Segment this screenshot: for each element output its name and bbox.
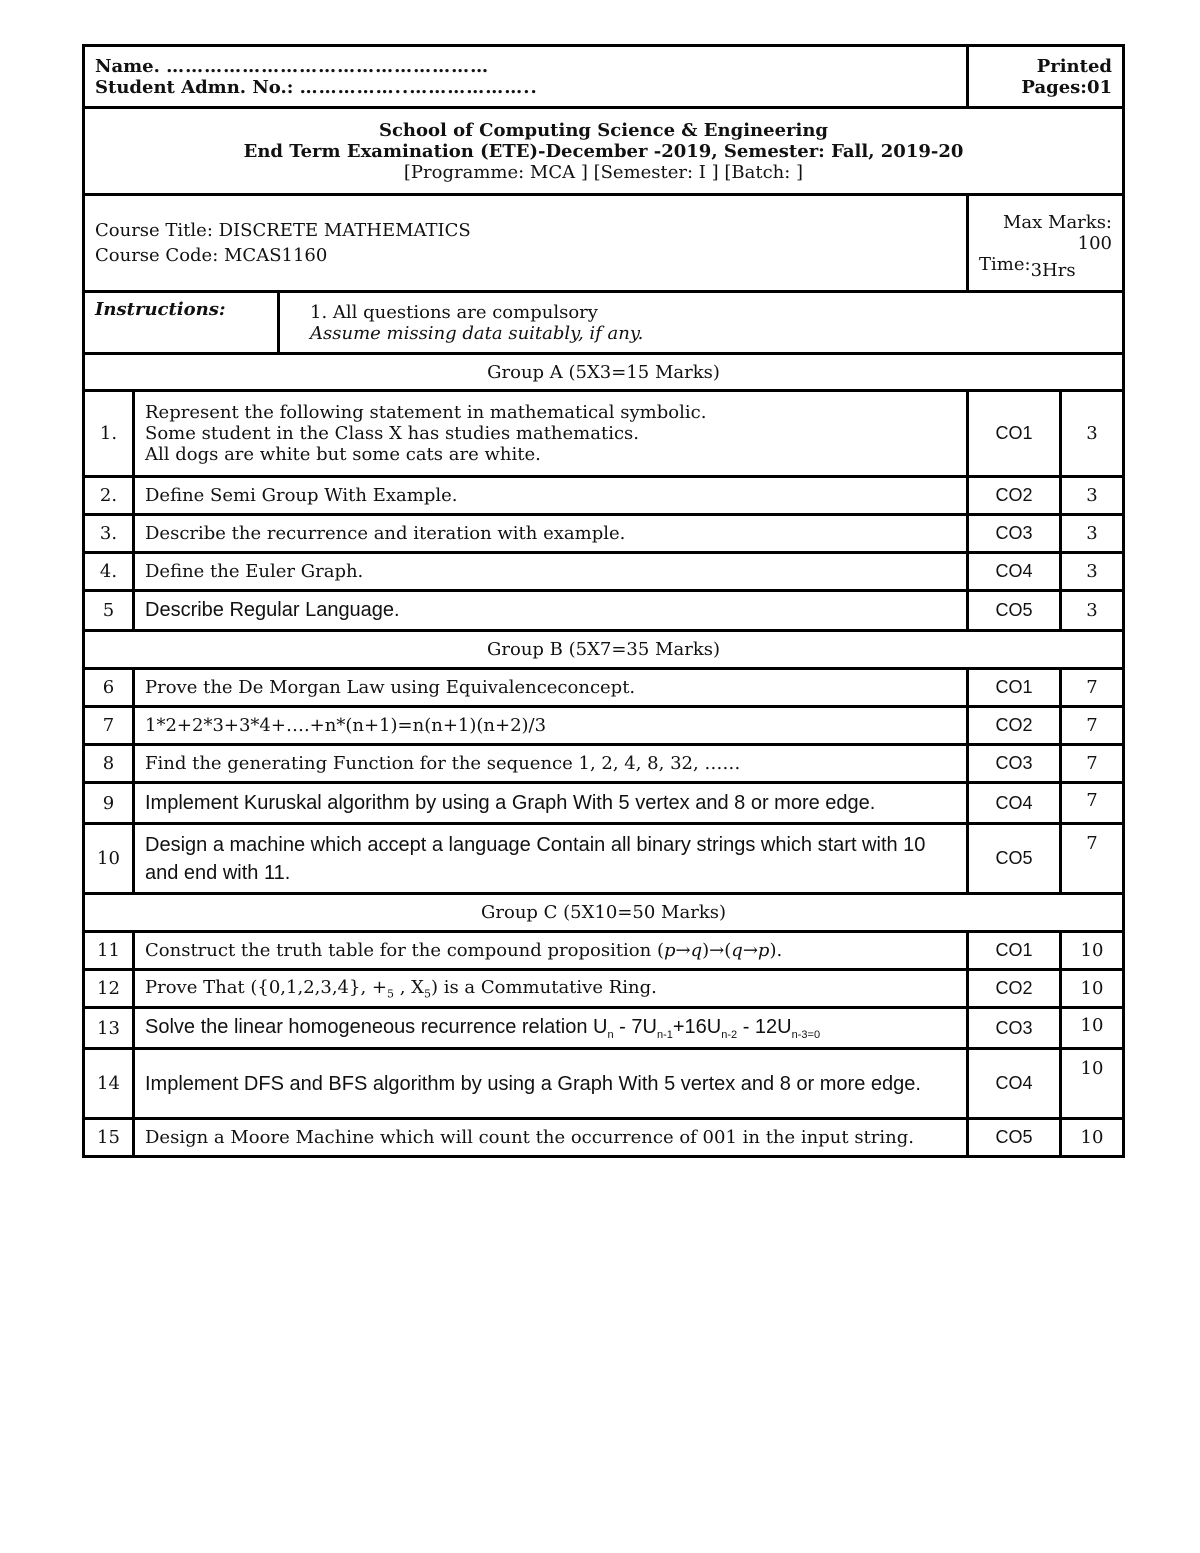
instructions-content xyxy=(279,292,1124,354)
max-marks-value: 100 xyxy=(1077,232,1112,254)
name-dots: …………………………………………… xyxy=(166,55,490,77)
group-b-header: Group B (5X7=35 Marks) xyxy=(84,631,1124,669)
exam-title: End Term Examination (ETE)-December -2019, Semester: Fall, 2019-20 xyxy=(243,140,964,162)
instruction-line-1: 1. All questions are compulsory xyxy=(310,301,598,323)
question-row xyxy=(84,824,1124,894)
question-number: 2. xyxy=(84,477,134,515)
group-c-header: Group C (5X10=50 Marks) xyxy=(84,894,1124,932)
course-outcome: CO3 xyxy=(968,1008,1061,1049)
question-text: Define Semi Group With Example. xyxy=(134,477,968,515)
q11-text-post: ). xyxy=(769,940,783,961)
question-text xyxy=(134,1008,968,1049)
question-marks: 3 xyxy=(1061,553,1124,591)
question-number: 4. xyxy=(84,553,134,591)
question-marks: 10 xyxy=(1061,1049,1124,1119)
q13-text-pre: Solve the linear homogeneous recurrence relation U xyxy=(145,1015,608,1038)
question-marks: 7 xyxy=(1061,745,1124,783)
question-row xyxy=(84,970,1124,1008)
question-number: 1. xyxy=(84,391,134,477)
instructions-table xyxy=(82,290,1125,355)
q13-t2: +16U xyxy=(672,1015,722,1038)
question-number: 14 xyxy=(84,1049,134,1119)
question-marks: 10 xyxy=(1061,932,1124,970)
question-marks: 7 xyxy=(1061,669,1124,707)
question-marks: 7 xyxy=(1061,824,1124,894)
question-marks: 7 xyxy=(1061,707,1124,745)
q1-line-3: All dogs are white but some cats are white. xyxy=(145,444,541,465)
question-row xyxy=(84,515,1124,553)
course-outcome: CO4 xyxy=(968,553,1061,591)
school-name: School of Computing Science & Engineering xyxy=(378,119,829,141)
question-row xyxy=(84,477,1124,515)
question-marks: 3 xyxy=(1061,515,1124,553)
question-row xyxy=(84,707,1124,745)
question-row xyxy=(84,1119,1124,1157)
question-text: Prove the De Morgan Law using Equivalenceconcept. xyxy=(134,669,968,707)
course-outcome: CO2 xyxy=(968,970,1061,1008)
student-info-cell xyxy=(84,46,968,108)
admn-label: Student Admn. No.: xyxy=(95,76,294,98)
question-number: 10 xyxy=(84,824,134,894)
question-paper xyxy=(82,44,1122,1158)
course-outcome: CO1 xyxy=(968,669,1061,707)
course-outcome: CO4 xyxy=(968,783,1061,824)
question-number: 5 xyxy=(84,591,134,631)
header-table xyxy=(82,44,1125,293)
question-text: Define the Euler Graph. xyxy=(134,553,968,591)
question-text xyxy=(134,932,968,970)
q12-sub2: 5 xyxy=(423,987,431,1001)
q11-text-pre: Construct the truth table for the compound proposition ( xyxy=(145,940,664,961)
question-text: Find the generating Function for the sequence 1, 2, 4, 8, 32, …… xyxy=(134,745,968,783)
printed-label: Printed xyxy=(1036,55,1112,77)
exam-title-cell xyxy=(84,108,1124,195)
question-text: Implement Kuruskal algorithm by using a Graph With 5 vertex and 8 or more edge. xyxy=(134,783,968,824)
question-row xyxy=(84,783,1124,824)
question-marks: 3 xyxy=(1061,391,1124,477)
instruction-line-2: Assume missing data suitably, if any. xyxy=(310,322,644,344)
question-number: 9 xyxy=(84,783,134,824)
question-number: 15 xyxy=(84,1119,134,1157)
q1-line-2: Some student in the Class X has studies mathematics. xyxy=(145,423,640,444)
question-text: 1*2+2*3+3*4+….+n*(n+1)=n(n+1)(n+2)/3 xyxy=(134,707,968,745)
q11-p2: p xyxy=(757,940,770,961)
question-marks: 7 xyxy=(1061,783,1124,824)
question-text xyxy=(134,391,968,477)
q13-t3: - 12U xyxy=(737,1015,792,1038)
question-text: Design a machine which accept a language Contain all binary strings which start with 10 and end with 11. xyxy=(134,824,968,894)
question-row xyxy=(84,391,1124,477)
q1-line-1: Represent the following statement in mathematical symbolic. xyxy=(145,402,707,423)
time-label: Time: xyxy=(979,253,1031,275)
q13-sub3: n-2 xyxy=(721,1028,738,1041)
question-row xyxy=(84,1008,1124,1049)
question-marks: 3 xyxy=(1061,477,1124,515)
question-number: 8 xyxy=(84,745,134,783)
question-marks: 10 xyxy=(1061,970,1124,1008)
question-text: Design a Moore Machine which will count the occurrence of 001 in the input string. xyxy=(134,1119,968,1157)
printed-pages-cell xyxy=(968,46,1124,108)
q11-p1: p xyxy=(664,940,676,961)
question-marks: 10 xyxy=(1061,1008,1124,1049)
question-row xyxy=(84,553,1124,591)
q13-sub2: n-1 xyxy=(656,1028,673,1041)
q12-sub1: 5 xyxy=(386,987,394,1001)
course-code: Course Code: MCAS1160 xyxy=(95,245,328,266)
admn-dots: ……………..……………….. xyxy=(299,76,538,98)
instructions-label: Instructions: xyxy=(84,292,279,354)
question-row xyxy=(84,745,1124,783)
question-marks: 3 xyxy=(1061,591,1124,631)
course-outcome: CO2 xyxy=(968,477,1061,515)
q11-arrow1: → xyxy=(675,940,691,961)
q11-arrow2: → xyxy=(742,940,758,961)
q12-text-mid: , X xyxy=(393,976,424,998)
max-marks-label: Max Marks: xyxy=(1002,211,1112,233)
q11-q1: q xyxy=(690,940,703,961)
course-outcome: CO1 xyxy=(968,391,1061,477)
name-label: Name. xyxy=(95,55,160,77)
question-row xyxy=(84,669,1124,707)
q13-sub4: n-3=0 xyxy=(791,1028,821,1041)
course-title: Course Title: DISCRETE MATHEMATICS xyxy=(95,220,471,241)
course-outcome: CO5 xyxy=(968,591,1061,631)
pages-count: Pages:01 xyxy=(1021,76,1112,98)
q11-q2: q xyxy=(731,940,743,961)
question-number: 3. xyxy=(84,515,134,553)
q11-mid: )→( xyxy=(702,940,732,961)
q13-t1: - 7U xyxy=(613,1015,657,1038)
question-text: Describe Regular Language. xyxy=(134,591,968,631)
course-outcome: CO3 xyxy=(968,515,1061,553)
question-number: 13 xyxy=(84,1008,134,1049)
q12-text-pre: Prove That ({0,1,2,3,4}, + xyxy=(145,976,387,998)
question-number: 6 xyxy=(84,669,134,707)
group-a-header: Group A (5X3=15 Marks) xyxy=(84,354,1124,391)
question-number: 11 xyxy=(84,932,134,970)
q13-sub1: n xyxy=(607,1028,614,1041)
course-outcome: CO5 xyxy=(968,1119,1061,1157)
question-text xyxy=(134,970,968,1008)
course-outcome: CO3 xyxy=(968,745,1061,783)
course-info-cell xyxy=(84,195,968,292)
question-text: Implement DFS and BFS algorithm by using a Graph With 5 vertex and 8 or more edge. xyxy=(134,1049,968,1119)
question-row xyxy=(84,1049,1124,1119)
question-row xyxy=(84,591,1124,631)
questions-table xyxy=(82,352,1125,1158)
q12-text-post: ) is a Commutative Ring. xyxy=(430,976,657,998)
course-outcome: CO4 xyxy=(968,1049,1061,1119)
question-row xyxy=(84,932,1124,970)
course-outcome: CO2 xyxy=(968,707,1061,745)
question-number: 12 xyxy=(84,970,134,1008)
programme-line: [Programme: MCA ] [Semester: I ] [Batch: ] xyxy=(403,161,804,183)
marks-time-cell xyxy=(968,195,1124,292)
question-text: Describe the recurrence and iteration with example. xyxy=(134,515,968,553)
course-outcome: CO1 xyxy=(968,932,1061,970)
course-outcome: CO5 xyxy=(968,824,1061,894)
time-value: 3Hrs xyxy=(1030,259,1076,281)
question-number: 7 xyxy=(84,707,134,745)
question-marks: 10 xyxy=(1061,1119,1124,1157)
